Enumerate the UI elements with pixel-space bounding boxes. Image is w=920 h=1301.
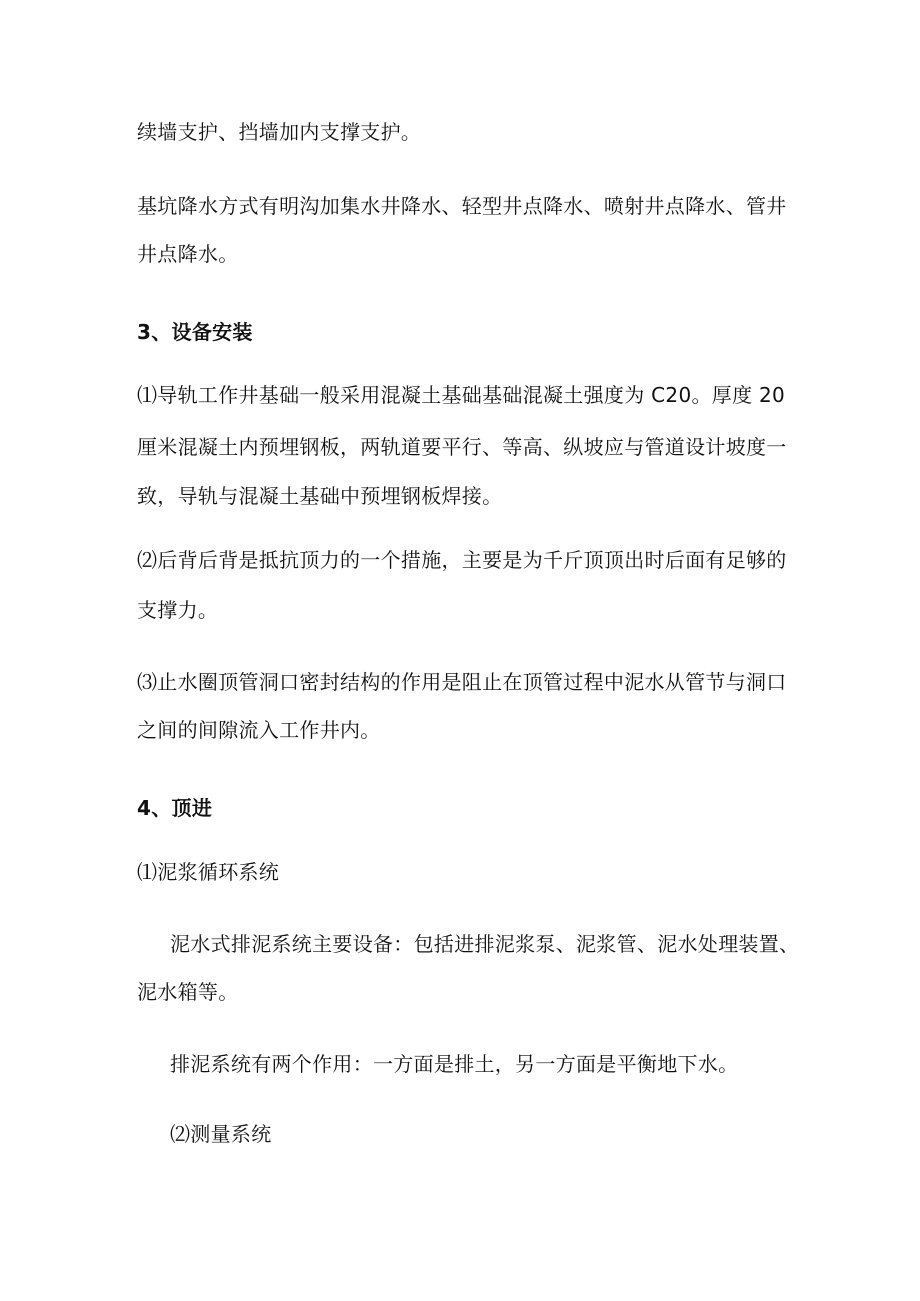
- section-heading: 3、设备安装: [137, 320, 253, 344]
- paragraph-line: ⑴导轨工作井基础一般采用混凝土基础基础混凝土强度为 C20。厚度 20: [137, 383, 786, 407]
- subsection-heading: ⑵测量系统: [170, 1122, 272, 1146]
- paragraph-line: ⑶止水圈顶管洞口密封结构的作用是阻止在顶管过程中泥水从管节与洞口: [137, 670, 787, 694]
- paragraph-line: 厘米混凝土内预埋钢板，两轨道要平行、等高、纵坡应与管道设计坡度一: [137, 435, 787, 459]
- paragraph-line: 井点降水。: [137, 242, 239, 266]
- subsection-heading: ⑴泥浆循环系统: [137, 860, 280, 884]
- paragraph-line: 排泥系统有两个作用：一方面是排土，另一方面是平衡地下水。: [170, 1052, 739, 1076]
- section-heading: 4、顶进: [137, 796, 213, 820]
- paragraph-line: 泥水式排泥系统主要设备：包括进排泥浆泵、泥浆管、泥水处理装置、: [170, 932, 800, 956]
- paragraph-line: 致，导轨与混凝土基础中预埋钢板焊接。: [137, 484, 503, 508]
- paragraph-line: ⑵后背后背是抵抗顶力的一个措施，主要是为千斤顶顶出时后面有足够的: [137, 548, 787, 572]
- paragraph-line: 基坑降水方式有明沟加集水井降水、轻型井点降水、喷射井点降水、管井: [137, 194, 787, 218]
- paragraph-line: 之间的间隙流入工作井内。: [137, 718, 381, 742]
- paragraph-line: 泥水箱等。: [137, 980, 239, 1004]
- paragraph-line: 支撑力。: [137, 598, 219, 622]
- paragraph-line: 续墙支护、挡墙加内支撑支护。: [137, 120, 422, 144]
